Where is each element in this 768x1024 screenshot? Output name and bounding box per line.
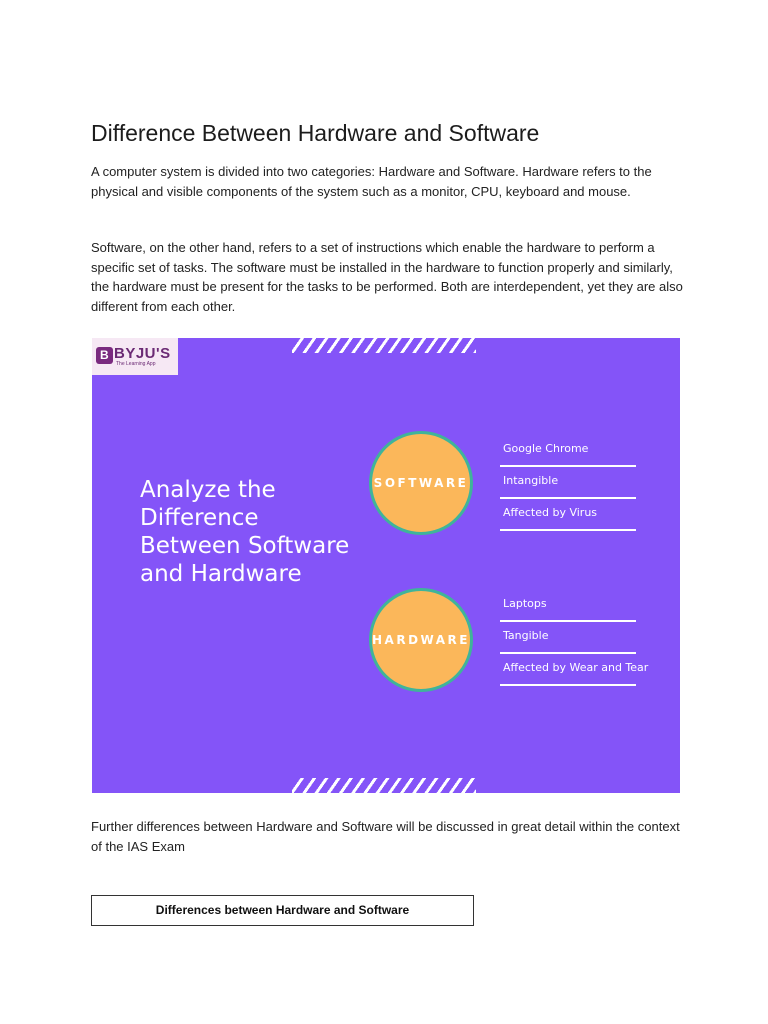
feature-label: Affected by Wear and Tear (503, 661, 649, 674)
further-differences-paragraph: Further differences between Hardware and Software will be discussed in great detail within the context of the IAS Exam (91, 819, 680, 854)
hardware-circle (369, 588, 473, 692)
hardware-feature-item (500, 588, 636, 622)
feature-label: Affected by Virus (503, 506, 598, 519)
hardware-feature-item (500, 652, 649, 686)
software-circle (369, 431, 473, 535)
hardware-feature-item (500, 620, 636, 654)
byjus-logo (92, 338, 178, 375)
page-title: Difference Between Hardware and Software (91, 120, 540, 146)
feature-label: Google Chrome (503, 442, 589, 455)
hardware-circle-label: HARDWARE (372, 633, 470, 647)
logo-text: BYJU'S (114, 345, 171, 362)
infographic-headline: Analyze the Difference Between Software and Hardware (140, 477, 350, 587)
feature-label: Intangible (503, 474, 559, 487)
software-feature-item (500, 497, 636, 531)
infographic-image (92, 338, 680, 793)
feature-label: Tangible (503, 629, 549, 642)
differences-table-header: Differences between Hardware and Software (91, 895, 474, 926)
feature-label: Laptops (503, 597, 547, 610)
software-paragraph: Software, on the other hand, refers to a set of instructions which enable the hardware to perform a specific set of tasks. The software must be installed in the hardware to function properly and similarly, the hardware must be present for the tasks to be performed. Both are interdependent, yet they are also different from each other. (91, 240, 683, 314)
software-feature-item (500, 433, 636, 467)
decorative-hatch-top (292, 338, 476, 353)
decorative-hatch-bottom (292, 778, 476, 793)
software-circle-label: SOFTWARE (373, 476, 469, 490)
byjus-logo-icon (96, 347, 113, 364)
software-feature-item (500, 465, 636, 499)
intro-paragraph: A computer system is divided into two categories: Hardware and Software. Hardware refers to the physical and visible components of the system such as a monitor, CPU, keyboard and mouse. (91, 164, 652, 199)
logo-subtext: The Learning App (116, 361, 156, 367)
